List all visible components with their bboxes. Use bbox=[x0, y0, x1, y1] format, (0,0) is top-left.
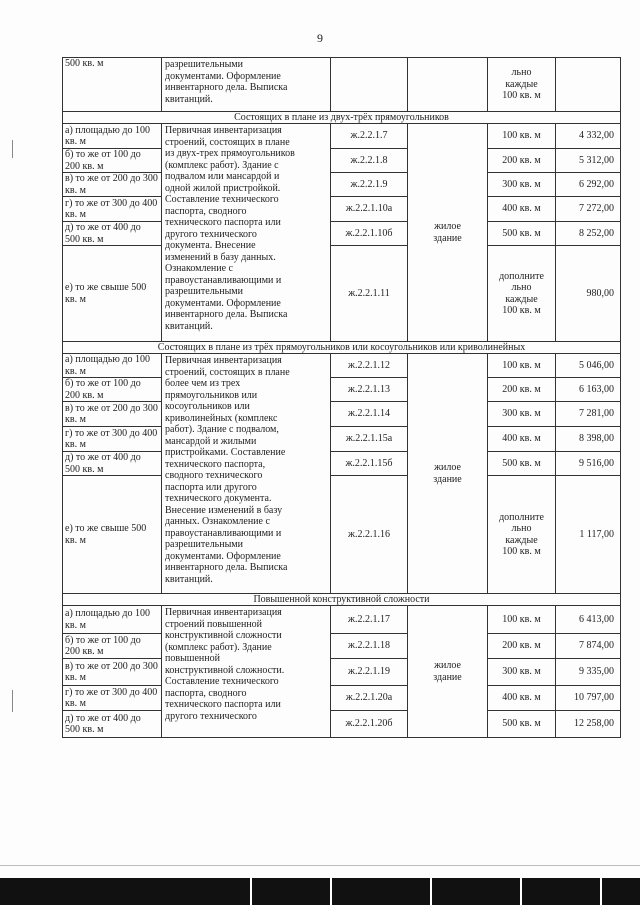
table-row bbox=[63, 606, 621, 634]
building-type-cell bbox=[408, 58, 488, 112]
unit-cell: льно каждые 100 кв. м bbox=[488, 58, 556, 112]
table-row bbox=[63, 124, 621, 149]
code-cell: ж.2.2.1.20б bbox=[331, 711, 408, 738]
price-cell: 6 413,00 bbox=[556, 606, 621, 634]
table-row bbox=[63, 197, 621, 222]
price-cell: 7 281,00 bbox=[556, 402, 621, 427]
code-cell: ж.2.2.1.20а bbox=[331, 686, 408, 711]
section-title: Состоящих в плане из трёх прямоугольников или косоугольников или криволинейных bbox=[63, 342, 621, 354]
category-cell: 500 кв. м bbox=[63, 58, 162, 112]
price-cell: 6 292,00 bbox=[556, 173, 621, 197]
category-cell: е) то же свыше 500 кв. м bbox=[63, 476, 162, 594]
price-cell: 10 797,00 bbox=[556, 686, 621, 711]
unit-cell: 500 кв. м bbox=[488, 222, 556, 246]
category-cell: а) площадью до 100 кв. м bbox=[63, 606, 162, 634]
category-cell: а) площадью до 100 кв. м bbox=[63, 354, 162, 378]
section-header-row bbox=[63, 112, 621, 124]
section-header-row bbox=[63, 594, 621, 606]
code-cell: ж.2.2.1.14 bbox=[331, 402, 408, 427]
category-cell: д) то же от 400 до 500 кв. м bbox=[63, 452, 162, 476]
category-cell: б) то же от 100 до 200 кв. м bbox=[63, 378, 162, 402]
category-cell: б) то же от 100 до 200 кв. м bbox=[63, 634, 162, 659]
code-cell: ж.2.2.1.9 bbox=[331, 173, 408, 197]
category-cell: в) то же от 200 до 300 кв. м bbox=[63, 659, 162, 686]
category-cell: г) то же от 300 до 400 кв. м bbox=[63, 427, 162, 452]
table-row bbox=[63, 634, 621, 659]
unit-cell: 100 кв. м bbox=[488, 354, 556, 378]
price-cell: 8 398,00 bbox=[556, 427, 621, 452]
unit-cell: 100 кв. м bbox=[488, 124, 556, 149]
description-cell: Первичная инвентаризация строений, состоящих в плане из двух-трех прямоугольников (комплекс работ). Здание с подвалом или мансардой и одной жилой пристройкой. Составление технического паспорта, сводного технического паспорта или другого технического документа. Внесение изменений в базу данных. Ознакомление с правоустанавливающими и разрешительными документами. Оформление инвентарного дела. Выписка квитанций. bbox=[162, 124, 331, 342]
table-row bbox=[63, 149, 621, 173]
category-cell: г) то же от 300 до 400 кв. м bbox=[63, 197, 162, 222]
unit-cell: 200 кв. м bbox=[488, 634, 556, 659]
table-row bbox=[63, 402, 621, 427]
unit-cell: 400 кв. м bbox=[488, 197, 556, 222]
code-cell: ж.2.2.1.17 bbox=[331, 606, 408, 634]
table-row bbox=[63, 452, 621, 476]
price-cell: 5 312,00 bbox=[556, 149, 621, 173]
unit-cell: 400 кв. м bbox=[488, 427, 556, 452]
price-cell: 9 516,00 bbox=[556, 452, 621, 476]
price-cell: 7 272,00 bbox=[556, 197, 621, 222]
category-cell: д) то же от 400 до 500 кв. м bbox=[63, 711, 162, 738]
category-cell: е) то же свыше 500 кв. м bbox=[63, 246, 162, 342]
scan-line bbox=[0, 865, 640, 866]
unit-cell: дополните льно каждые 100 кв. м bbox=[488, 246, 556, 342]
code-cell: ж.2.2.1.8 bbox=[331, 149, 408, 173]
table-row bbox=[63, 427, 621, 452]
code-cell: ж.2.2.1.12 bbox=[331, 354, 408, 378]
unit-cell: дополните льно каждые 100 кв. м bbox=[488, 476, 556, 594]
unit-cell: 300 кв. м bbox=[488, 402, 556, 427]
code-cell: ж.2.2.1.7 bbox=[331, 124, 408, 149]
code-cell: ж.2.2.1.13 bbox=[331, 378, 408, 402]
code-cell: ж.2.2.1.15б bbox=[331, 452, 408, 476]
category-cell: а) площадью до 100 кв. м bbox=[63, 124, 162, 149]
code-cell: ж.2.2.1.18 bbox=[331, 634, 408, 659]
code-cell: ж.2.2.1.16 bbox=[331, 476, 408, 594]
table-row bbox=[63, 173, 621, 197]
price-cell bbox=[556, 58, 621, 112]
price-cell: 1 117,00 bbox=[556, 476, 621, 594]
unit-cell: 200 кв. м bbox=[488, 149, 556, 173]
unit-cell: 500 кв. м bbox=[488, 711, 556, 738]
unit-cell: 500 кв. м bbox=[488, 452, 556, 476]
price-cell: 8 252,00 bbox=[556, 222, 621, 246]
code-cell: ж.2.2.1.15а bbox=[331, 427, 408, 452]
fee-table bbox=[62, 57, 621, 738]
unit-cell: 300 кв. м bbox=[488, 659, 556, 686]
margin-mark bbox=[12, 690, 13, 712]
code-cell: ж.2.2.1.10б bbox=[331, 222, 408, 246]
table-row bbox=[63, 378, 621, 402]
table-row bbox=[63, 659, 621, 686]
margin-mark bbox=[12, 140, 13, 158]
category-cell: в) то же от 200 до 300 кв. м bbox=[63, 173, 162, 197]
table-row bbox=[63, 246, 621, 342]
category-cell: б) то же от 100 до 200 кв. м bbox=[63, 149, 162, 173]
category-cell: д) то же от 400 до 500 кв. м bbox=[63, 222, 162, 246]
price-cell: 7 874,00 bbox=[556, 634, 621, 659]
table-row bbox=[63, 711, 621, 738]
building-type-cell: жилое здание bbox=[408, 606, 488, 738]
code-cell bbox=[331, 58, 408, 112]
page-number: 9 bbox=[317, 31, 323, 45]
unit-cell: 300 кв. м bbox=[488, 173, 556, 197]
code-cell: ж.2.2.1.11 bbox=[331, 246, 408, 342]
price-cell: 4 332,00 bbox=[556, 124, 621, 149]
code-cell: ж.2.2.1.10а bbox=[331, 197, 408, 222]
unit-cell: 400 кв. м bbox=[488, 686, 556, 711]
building-type-cell: жилое здание bbox=[408, 124, 488, 342]
unit-cell: 200 кв. м bbox=[488, 378, 556, 402]
price-cell: 12 258,00 bbox=[556, 711, 621, 738]
table-row bbox=[63, 58, 621, 112]
price-cell: 9 335,00 bbox=[556, 659, 621, 686]
building-type-cell: жилое здание bbox=[408, 354, 488, 594]
scan-edge-band bbox=[0, 878, 640, 905]
category-cell: в) то же от 200 до 300 кв. м bbox=[63, 402, 162, 427]
price-cell: 5 046,00 bbox=[556, 354, 621, 378]
table-body bbox=[63, 58, 621, 738]
section-title: Состоящих в плане из двух-трёх прямоугольников bbox=[63, 112, 621, 124]
table-row bbox=[63, 354, 621, 378]
table-row bbox=[63, 476, 621, 594]
code-cell: ж.2.2.1.19 bbox=[331, 659, 408, 686]
description-cell: разрешительными документами. Оформление инвентарного дела. Выписка квитанций. bbox=[162, 58, 331, 112]
table-row bbox=[63, 686, 621, 711]
section-title: Повышенной конструктивной сложности bbox=[63, 594, 621, 606]
description-cell: Первичная инвентаризация строений, состоящих в плане более чем из трех прямоугольников или косоугольников или криволинейных (комплекс работ). Здание с подвалом, мансардой и жилыми пристройками. Составление технического паспорта, сводного технического паспорта или другого технического документа. Внесение изменений в базу данных. Ознакомление с правоустанавливающими и разрешительными документами. Оформление инвентарного дела. Выписка квитанций. bbox=[162, 354, 331, 594]
category-cell: г) то же от 300 до 400 кв. м bbox=[63, 686, 162, 711]
price-cell: 6 163,00 bbox=[556, 378, 621, 402]
table-row bbox=[63, 222, 621, 246]
unit-cell: 100 кв. м bbox=[488, 606, 556, 634]
description-cell: Первичная инвентаризация строений повышенной конструктивной сложности (комплекс работ). Здание повышенной конструктивной сложности. Составление технического паспорта, сводного технического паспорта или другого технического bbox=[162, 606, 331, 738]
section-header-row bbox=[63, 342, 621, 354]
price-cell: 980,00 bbox=[556, 246, 621, 342]
